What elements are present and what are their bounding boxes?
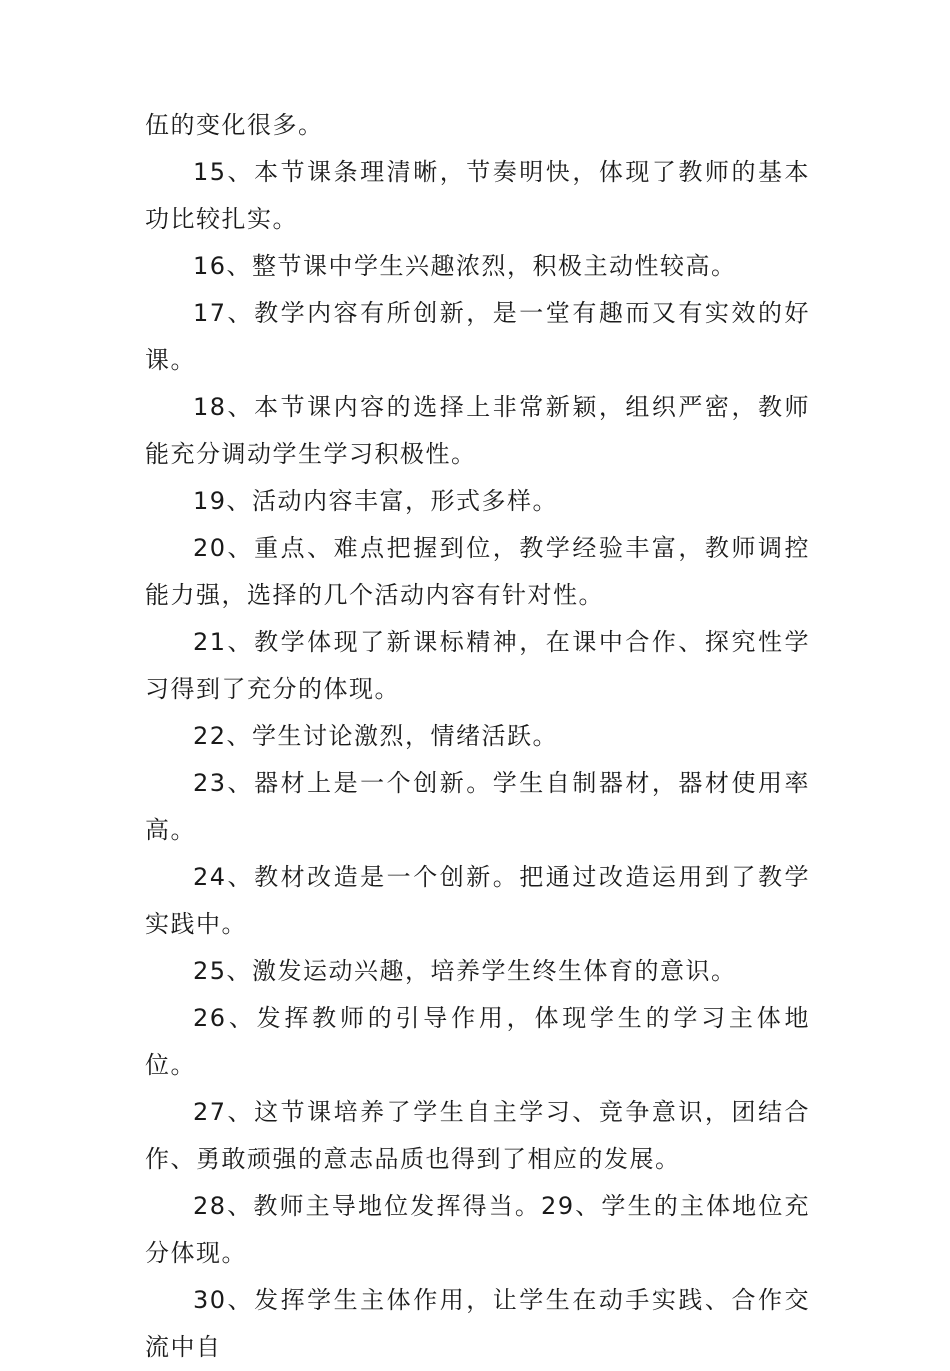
paragraph-17: 17、教学内容有所创新，是一堂有趣而又有实效的好课。	[145, 299, 810, 374]
paragraph-16: 16、整节课中学生兴趣浓烈，积极主动性较高。	[193, 252, 737, 280]
paragraph-28-29: 28、教师主导地位发挥得当。29、学生的主体地位充分体现。	[145, 1192, 810, 1267]
paragraph-26: 26、发挥教师的引导作用，体现学生的学习主体地位。	[145, 1004, 810, 1079]
paragraph-15: 15、本节课条理清晰，节奏明快，体现了教师的基本功比较扎实。	[145, 158, 810, 233]
paragraph-25: 25、激发运动兴趣，培养学生终生体育的意识。	[193, 957, 737, 985]
paragraph-21: 21、教学体现了新课标精神，在课中合作、探究性学习得到了充分的体现。	[145, 628, 810, 703]
paragraph-22: 22、学生讨论激烈，情绪活跃。	[193, 722, 559, 750]
paragraph-24: 24、教材改造是一个创新。把通过改造运用到了教学实践中。	[145, 863, 810, 938]
paragraph-18: 18、本节课内容的选择上非常新颖，组织严密，教师能充分调动学生学习积极性。	[145, 393, 810, 468]
paragraph-23: 23、器材上是一个创新。学生自制器材，器材使用率高。	[145, 769, 810, 844]
paragraph-30: 30、发挥学生主体作用，让学生在动手实践、合作交流中自	[145, 1286, 810, 1361]
paragraph-20: 20、重点、难点把握到位，教学经验丰富，教师调控能力强，选择的几个活动内容有针对性。	[145, 534, 810, 609]
paragraph-27: 27、这节课培养了学生自主学习、竞争意识，团结合作、勇敢顽强的意志品质也得到了相应的发展。	[145, 1098, 810, 1173]
paragraph-continued: 伍的变化很多。	[145, 111, 324, 139]
body-text	[145, 102, 810, 1371]
paragraph-19: 19、活动内容丰富，形式多样。	[193, 487, 559, 515]
